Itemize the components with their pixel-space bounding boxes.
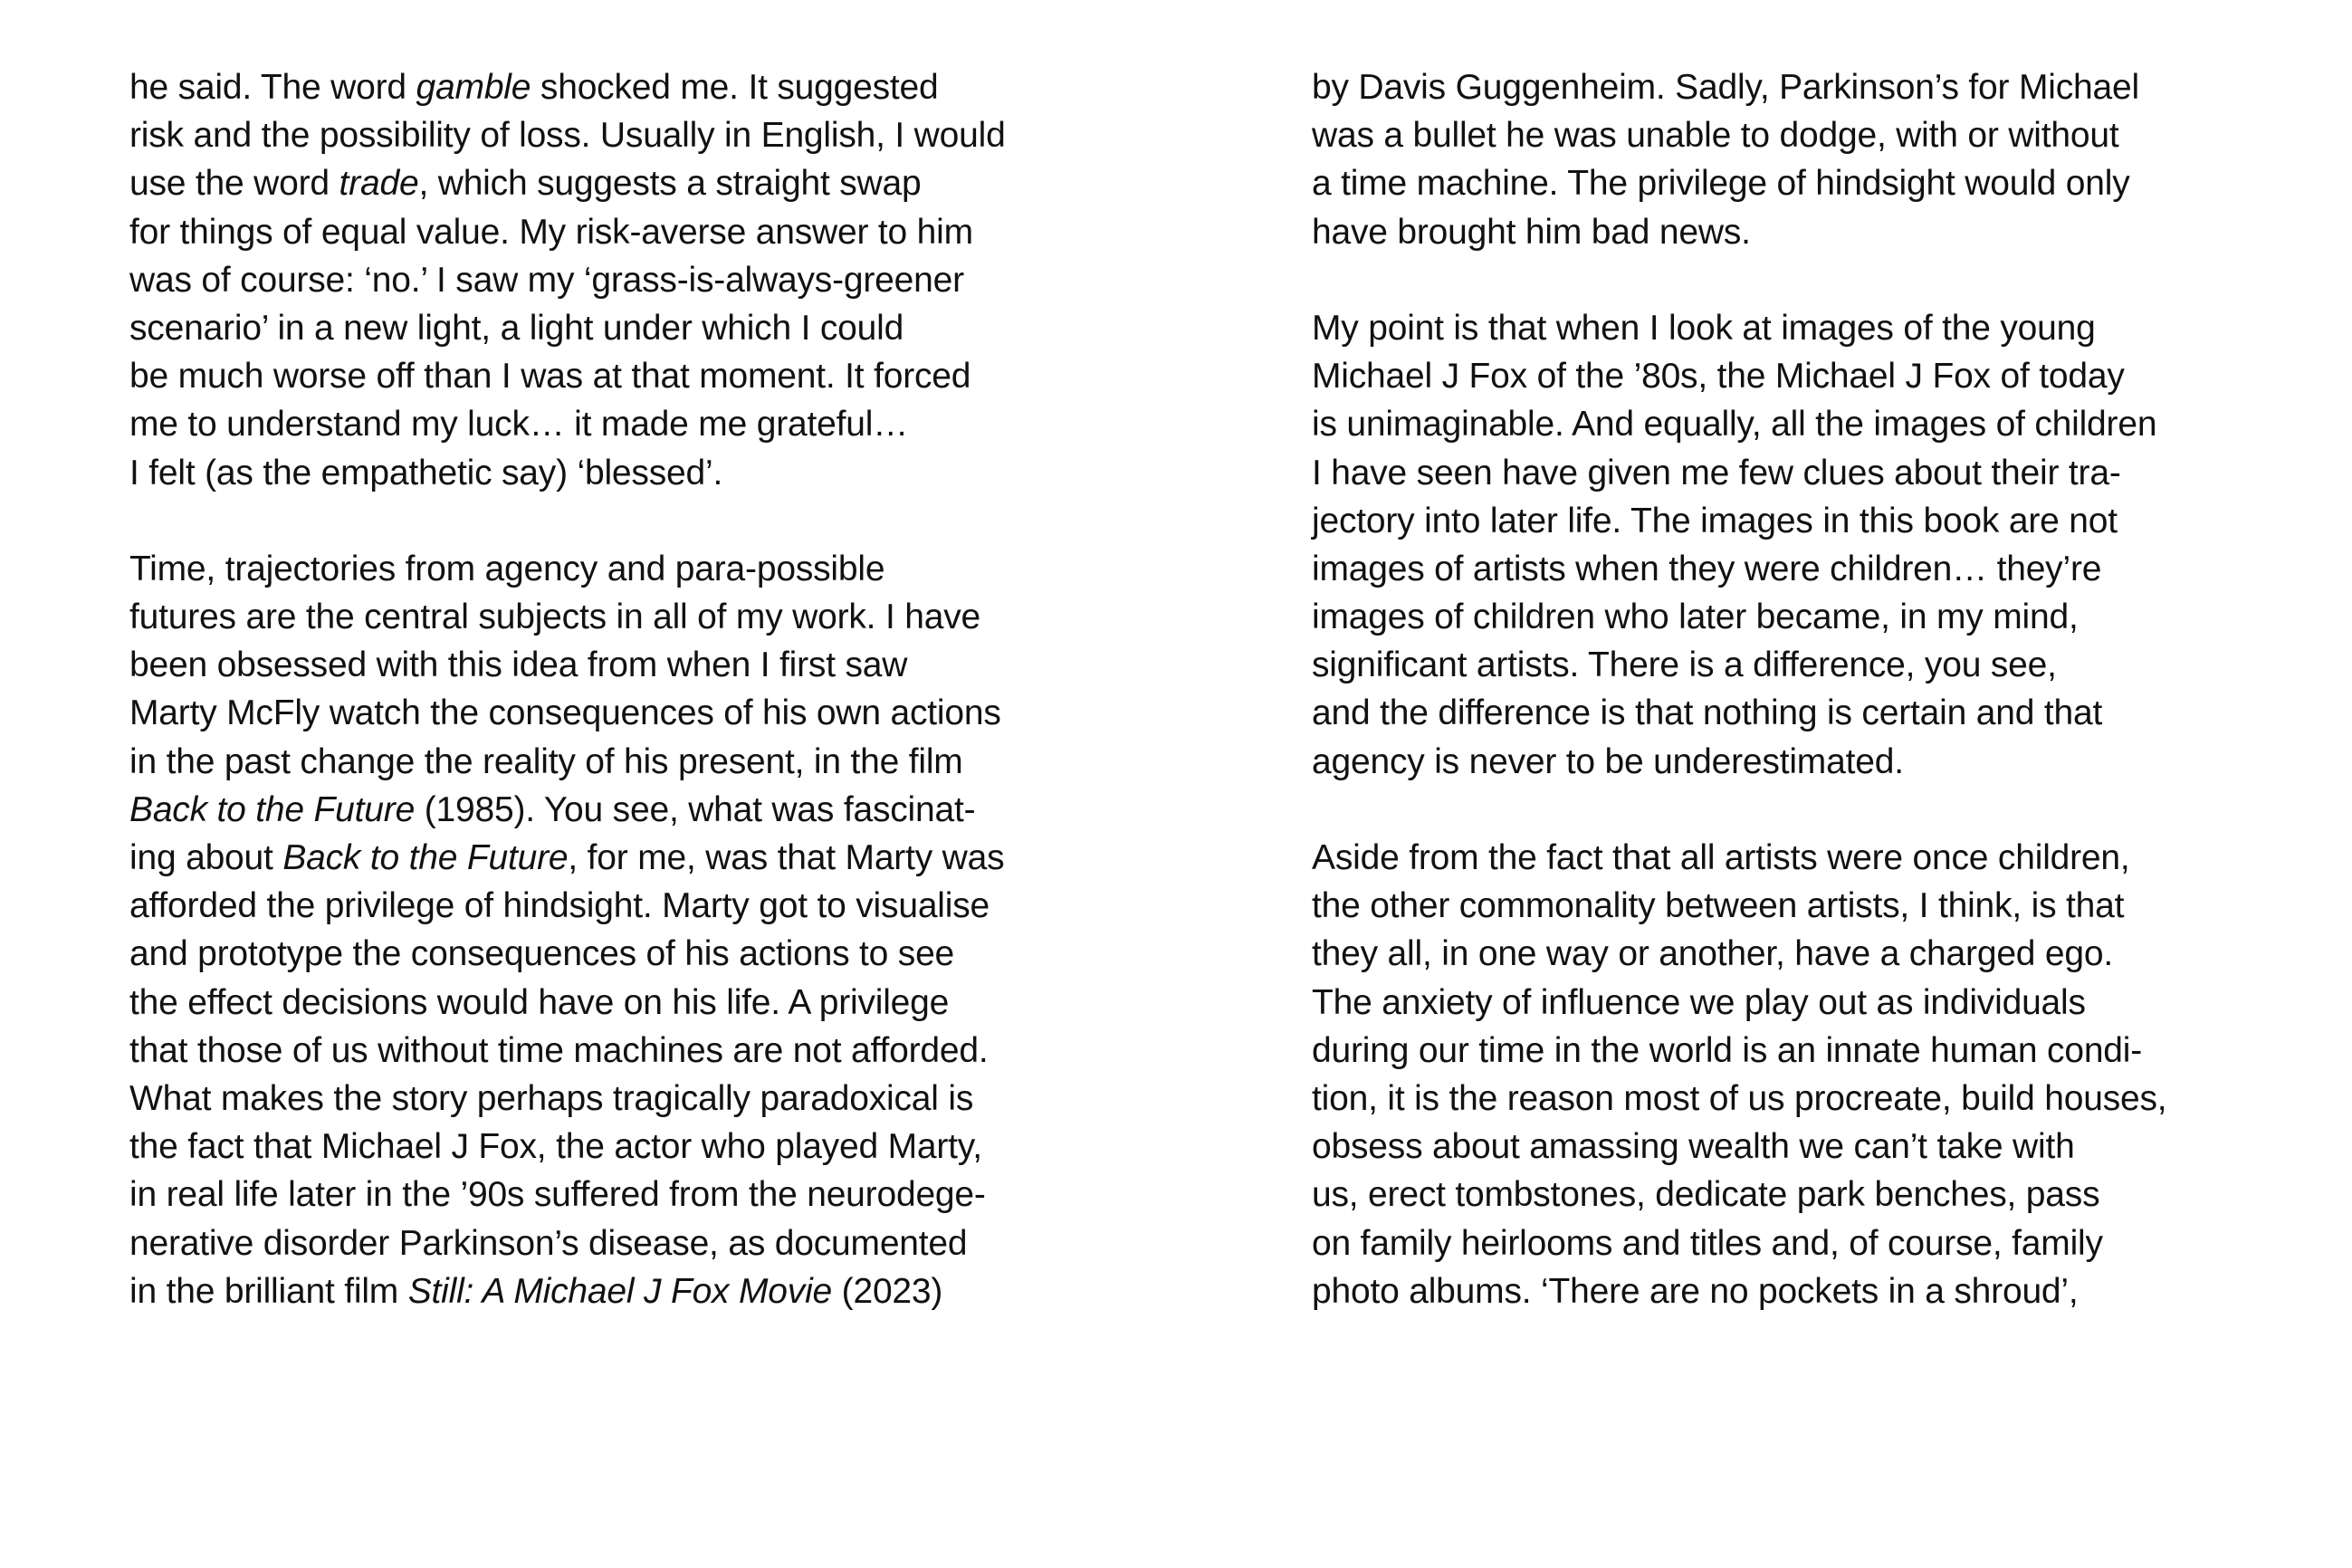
body-text: tion, it is the reason most of us procreate, build houses, [1312, 1078, 2167, 1118]
text-line [1312, 1171, 2326, 1219]
text-line [129, 449, 1143, 497]
body-text: us, erect tombstones, dedicate park benches, pass [1312, 1175, 2100, 1215]
text-line [129, 256, 1143, 304]
body-text: , for me, was that Marty was [568, 838, 1005, 877]
body-text: and the difference is that nothing is certain and that [1312, 693, 2103, 733]
body-text: jectory into later life. The images in this book are not [1312, 501, 2118, 540]
body-text: significant artists. There is a difference, you see, [1312, 645, 2057, 685]
body-text: Aside from the fact that all artists were once children, [1312, 838, 2130, 877]
body-text: a time machine. The privilege of hindsight would only [1312, 164, 2130, 204]
text-line [129, 400, 1143, 448]
text-line [129, 1075, 1143, 1123]
text-line [129, 786, 1143, 834]
text-line [129, 208, 1143, 256]
paragraph [129, 63, 1143, 497]
body-text: by Davis Guggenheim. Sadly, Parkinson’s for Michael [1312, 68, 2139, 107]
text-line [129, 689, 1143, 737]
text-line [129, 545, 1143, 593]
body-text: Michael J Fox of the ’80s, the Michael J Fox of today [1312, 357, 2125, 397]
body-text: Marty McFly watch the consequences of his own actions [129, 693, 1001, 733]
text-line [1312, 641, 2326, 689]
text-line [129, 1267, 1143, 1315]
body-text: agency is never to be underestimated. [1312, 741, 1904, 781]
text-line [1312, 1267, 2326, 1315]
text-line [1312, 1123, 2326, 1171]
body-text: What makes the story perhaps tragically paradoxical is [129, 1078, 974, 1118]
body-text: images of artists when they were children… they’re [1312, 549, 2102, 588]
body-text: the effect decisions would have on his life. A privilege [129, 982, 950, 1022]
body-text: in the past change the reality of his present, in the film [129, 741, 963, 781]
text-line [1312, 400, 2326, 448]
body-text: I felt (as the empathetic say) ‘blessed’. [129, 453, 723, 492]
text-line [129, 641, 1143, 689]
paragraph [129, 545, 1143, 1315]
body-text: ing about [129, 838, 283, 877]
body-text: is unimaginable. And equally, all the images of children [1312, 405, 2157, 445]
body-text: in real life later in the ’90s suffered from the neurodege- [129, 1175, 986, 1215]
paragraph-gap [129, 497, 1143, 545]
body-text: me to understand my luck… it made me grateful… [129, 405, 908, 445]
text-line [129, 979, 1143, 1027]
body-text: The anxiety of influence we play out as individuals [1312, 982, 2086, 1022]
paragraph-gap [1312, 786, 2326, 834]
body-text: , which suggests a straight swap [418, 164, 922, 204]
paragraph [1312, 304, 2326, 786]
left-page-text [129, 63, 1143, 1315]
text-line [1312, 1027, 2326, 1075]
text-line [129, 882, 1143, 930]
text-line [1312, 738, 2326, 786]
body-text: (2023) [832, 1271, 943, 1311]
body-text: scenario’ in a new light, a light under which I could [129, 308, 904, 348]
text-line [1312, 111, 2326, 159]
body-text: have brought him bad news. [1312, 212, 1751, 252]
body-text: and prototype the consequences of his actions to see [129, 934, 955, 974]
right-page-text [1312, 63, 2326, 1315]
text-line [129, 304, 1143, 352]
text-line [1312, 1219, 2326, 1267]
body-text: obsess about amassing wealth we can’t take with [1312, 1127, 2075, 1167]
text-line [1312, 834, 2326, 882]
body-text: nerative disorder Parkinson’s disease, as documented [129, 1223, 968, 1263]
body-text: shocked me. It suggested [531, 68, 939, 107]
body-text: for things of equal value. My risk-averse answer to him [129, 212, 973, 252]
body-text: on family heirlooms and titles and, of course, family [1312, 1223, 2103, 1263]
body-text: My point is that when I look at images of the young [1312, 308, 2096, 348]
text-line [1312, 208, 2326, 256]
text-line [1312, 304, 2326, 352]
body-text: Time, trajectories from agency and para-possible [129, 549, 885, 588]
body-text: that those of us without time machines are not afforded. [129, 1030, 989, 1070]
text-line [129, 1123, 1143, 1171]
body-text: was of course: ‘no.’ I saw my ‘grass-is-always-greener [129, 260, 964, 300]
text-line [129, 593, 1143, 641]
text-line [129, 63, 1143, 111]
body-text: in the brilliant film [129, 1271, 408, 1311]
text-line [1312, 882, 2326, 930]
text-line [1312, 689, 2326, 737]
text-line [129, 738, 1143, 786]
body-text: the fact that Michael J Fox, the actor who played Marty, [129, 1127, 982, 1167]
paragraph-gap [1312, 256, 2326, 304]
text-line [1312, 593, 2326, 641]
body-text: they all, in one way or another, have a charged ego. [1312, 934, 2114, 974]
text-line [129, 159, 1143, 207]
body-text: images of children who later became, in my mind, [1312, 598, 2079, 637]
body-text: he said. The word [129, 68, 416, 107]
italic-title-text: Still: A Michael J Fox Movie [407, 1271, 833, 1311]
paragraph [1312, 834, 2326, 1315]
text-line [129, 834, 1143, 882]
text-line [129, 1171, 1143, 1219]
body-text: be much worse off than I was at that moment. It forced [129, 357, 971, 397]
body-text: use the word [129, 164, 339, 204]
italic-title-text: gamble [416, 68, 531, 107]
body-text: I have seen have given me few clues about their tra- [1312, 453, 2121, 492]
paragraph [1312, 63, 2326, 256]
text-line [129, 111, 1143, 159]
text-line [129, 930, 1143, 978]
body-text: the other commonality between artists, I think, is that [1312, 886, 2125, 926]
text-line [129, 352, 1143, 400]
body-text: was a bullet he was unable to dodge, with or without [1312, 116, 2119, 156]
italic-title-text: Back to the Future [282, 838, 569, 877]
text-line [1312, 545, 2326, 593]
body-text: futures are the central subjects in all of my work. I have [129, 598, 980, 637]
body-text: during our time in the world is an innate human condi- [1312, 1030, 2143, 1070]
text-line [1312, 449, 2326, 497]
text-line [1312, 979, 2326, 1027]
text-line [1312, 930, 2326, 978]
body-text: (1985). You see, what was fascinat- [415, 789, 976, 829]
body-text: been obsessed with this idea from when I first saw [129, 645, 908, 685]
italic-title-text: trade [339, 164, 419, 204]
body-text: afforded the privilege of hindsight. Marty got to visualise [129, 886, 990, 926]
text-line [129, 1027, 1143, 1075]
text-line [1312, 352, 2326, 400]
body-text: risk and the possibility of loss. Usually in English, I would [129, 116, 1006, 156]
text-line [1312, 497, 2326, 545]
text-line [1312, 1075, 2326, 1123]
text-line [1312, 159, 2326, 207]
italic-title-text: Back to the Future [129, 789, 416, 829]
text-line [1312, 63, 2326, 111]
body-text: photo albums. ‘There are no pockets in a shroud’, [1312, 1271, 2079, 1311]
text-line [129, 1219, 1143, 1267]
